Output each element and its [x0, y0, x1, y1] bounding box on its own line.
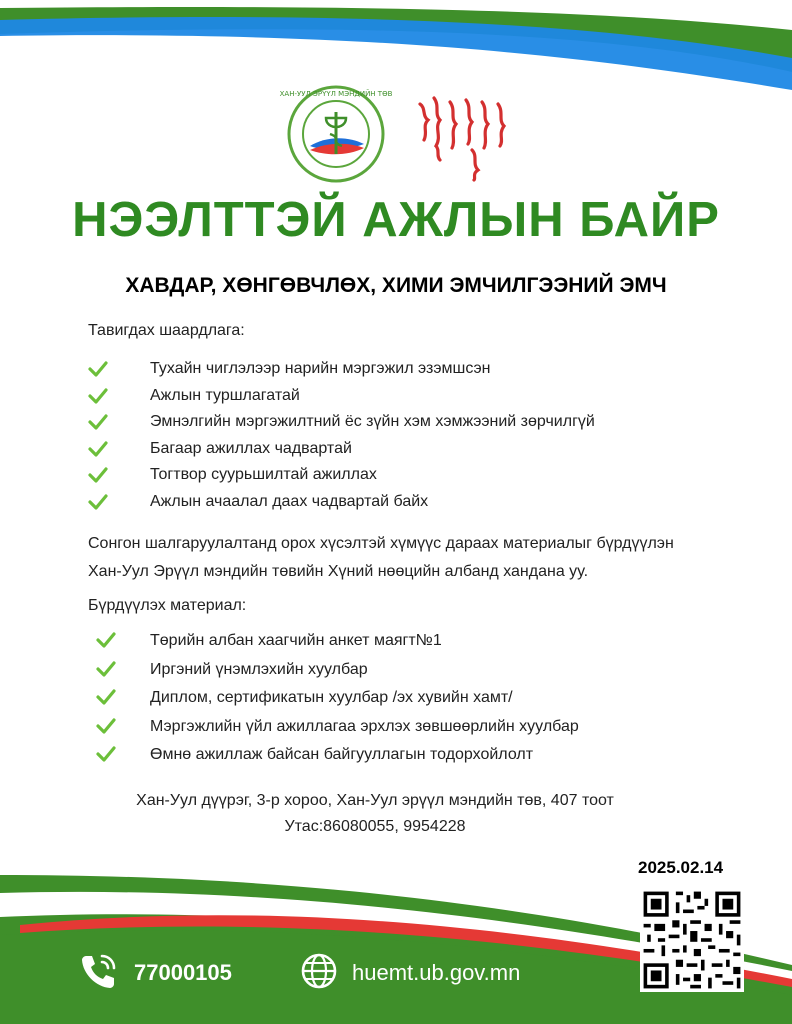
address-line: Хан-Уул дүүрэг, 3-р хороо, Хан-Уул эрүүл мэндийн төв, 407 тоот: [136, 792, 614, 809]
requirement-text: Эмнэлгийн мэргэжилтний ёс зүйн хэм хэмжээний зөрчилгүй: [150, 413, 595, 431]
footer-phone[interactable]: 77000105: [134, 960, 232, 985]
material-text: Диплом, сертификатын хуулбар /эх хувийн хамт/: [150, 689, 513, 707]
top-wave-decoration: [0, 0, 792, 100]
requirements-label: Тавигдах шаардлага:: [88, 322, 245, 339]
requirement-text: Ажлын ачаалал даах чадвартай байх: [150, 492, 429, 510]
position-title: ХАВДАР, ХӨНГӨВЧЛӨХ, ХИМИ ЭМЧИЛГЭЭНИЙ ЭМЧ: [125, 274, 667, 297]
material-text: Иргэний үнэмлэхийн хуулбар: [150, 660, 368, 678]
instructions-line-1: Сонгон шалгаруулалтанд орох хүсэлтэй хүмүүс дараах материалыг бүрдүүлэн: [88, 535, 674, 552]
requirement-text: Багаар ажиллах чадвартай: [150, 439, 352, 457]
check-icon: [96, 746, 116, 762]
check-icon: [88, 388, 108, 404]
qr-code[interactable]: [640, 888, 744, 992]
check-icon: [88, 441, 108, 457]
health-center-logo: [279, 84, 393, 184]
instructions-paragraph: [88, 530, 768, 586]
check-icon: [88, 414, 108, 430]
check-icon: [96, 718, 116, 734]
check-icon: [96, 661, 116, 677]
phone-line: Утас:86080055, 9954228: [284, 818, 466, 835]
check-icon: [88, 361, 108, 377]
requirement-text: Ажлын туршлагатай: [150, 386, 300, 404]
check-icon: [88, 467, 108, 483]
materials-label: Бүрдүүлэх материал:: [88, 597, 247, 614]
requirement-text: Тухайн чиглэлээр нарийн мэргэжил эзэмшсэн: [150, 360, 491, 377]
posting-date: 2025.02.14: [638, 858, 724, 877]
requirement-text: Тогтвор суурьшилтай ажиллах: [150, 466, 377, 484]
mongolian-script-lettering: [412, 84, 512, 182]
check-icon: [96, 689, 116, 705]
material-text: Төрийн албан хаагчийн анкет маягт№1: [150, 632, 442, 649]
material-text: Мэргэжлийн үйл ажиллагаа эрхлэх зөвшөөрлийн хуулбар: [150, 717, 579, 735]
globe-icon: [298, 950, 340, 992]
instructions-line-2: Хан-Уул Эрүүл мэндийн төвийн Хүний нөөцийн албанд хандана уу.: [88, 563, 589, 580]
material-text: Өмнө ажиллаж байсан байгууллагын тодорхойлолт: [150, 746, 534, 764]
check-icon: [88, 494, 108, 510]
phone-icon: [78, 950, 120, 992]
check-icon: [96, 632, 116, 648]
logo-ring-text: ХАН-УУЛ ЭРҮҮЛ МЭНДИЙН ТӨВ: [279, 90, 393, 98]
page-title: НЭЭЛТТЭЙ АЖЛЫН БАЙР: [72, 193, 720, 247]
footer-website[interactable]: huemt.ub.gov.mn: [352, 960, 521, 985]
